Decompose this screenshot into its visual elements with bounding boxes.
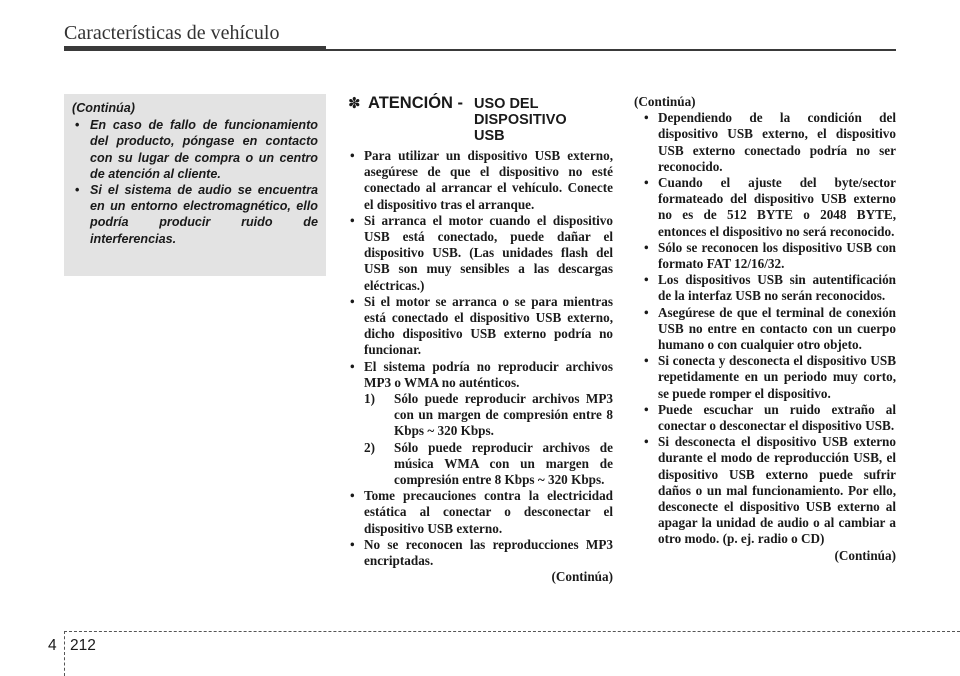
sub-item-text: Sólo puede reproducir archivos MP3 con un margen de compresión entre 8 Kbps ~ 320 Kbps. [394,391,613,439]
note-box-list [72,117,318,247]
usb-caution-list [340,148,613,569]
chapter-number: 4 [48,637,57,654]
list-item: • Dependiendo de la condición del dispositivo USB externo, el dispositivo USB externo conectado podría no ser reconocido. [634,110,896,175]
right-column [634,94,896,564]
list-item: • Tome precauciones contra la electricidad estática al conectar o desconectar el dispositivo USB externo. [340,488,613,537]
header-rule-thick [64,46,326,51]
list-item: • Si desconecta el dispositivo USB externo durante el modo de reproducción USB, el dispositivo USB externo puede sufrir daños o un mal funcionamiento. Por ello, desconecte el dispositivo USB externo al apagar la unidad de audio o al cambiar a otro modo. (p. ej. radio o CD) [634,434,896,547]
list-item: • Puede escuchar un ruido extraño al conectar o desconectar el dispositivo USB. [634,402,896,434]
list-item: • No se reconocen las reproducciones MP3 encriptadas. [340,537,613,569]
list-item: • Sólo se reconocen los dispositivo USB con formato FAT 12/16/32. [634,240,896,272]
page-header-title: Características de vehículo [64,22,280,44]
list-item: • Asegúrese de que el terminal de conexión USB no entre en contacto con un cuerpo humano o con cualquier otro objeto. [634,305,896,354]
list-item: • Para utilizar un dispositivo USB externo, asegúrese de que el dispositivo no esté conectado al arrancar el vehículo. Conecte el dispositivo tras el arranque. [340,148,613,213]
header-rule-thin [326,49,896,51]
sub-item-number: 1) [364,391,375,407]
continued-label-top: (Continúa) [634,94,696,109]
sub-list-item [364,440,613,489]
note-box-item: • En caso de fallo de funcionamiento del producto, póngase en contacto con su lugar de compra o un centro de atención al cliente. [72,117,318,182]
sub-list-item [364,391,613,440]
note-box-item: • Si el sistema de audio se encuentra en un entorno electromagnético, ello podría producir ruido de interferencias. [72,182,318,247]
list-item-text: El sistema podría no reproducir archivos MP3 o WMA no auténticos. [364,358,613,390]
sub-item-text: Sólo puede reproducir archivos de música WMA con un margen de compresión entre 8 Kbps ~ 320 Kbps. [394,439,613,488]
attention-title: USO DEL DISPOSITIVO USB [474,96,567,144]
continued-label-bottom: (Continúa) [834,547,896,563]
footer-rule [64,631,960,632]
list-item: • Si arranca el motor cuando el dispositivo USB está conectado, puede dañar el dispositivo USB. (Las unidades flash del USB son muy sensibles a las descargas eléctricas.) [340,213,613,294]
list-item: • Cuando el ajuste del byte/sector formateado del dispositivo USB externo no es de 512 BYTE o 2048 BYTE, entonces el dispositivo no será reconocido. [634,175,896,240]
attention-asterisk-icon: ✽ [348,94,361,112]
footer-divider [64,631,65,676]
attention-heading [340,94,613,146]
list-item [340,359,613,489]
usb-notes-list [634,110,896,547]
compression-sublist [364,391,613,488]
page-number: 212 [70,637,96,654]
list-item: • Los dispositivos USB sin autentificación de la interfaz USB no serán reconocidos. [634,272,896,304]
sub-item-number: 2) [364,439,375,455]
continued-label: (Continúa) [551,569,613,585]
list-item: • Si el motor se arranca o se para mientras está conectado el dispositivo USB externo, dicho dispositivo USB externo podría no funcionar. [340,294,613,359]
attention-label: ATENCIÓN - [368,94,464,112]
note-box-title: (Continúa) [72,101,135,115]
continued-note-box [64,94,326,276]
list-item: • Si conecta y desconecta el dispositivo USB repetidamente en un periodo muy corto, se puede romper el dispositivo. [634,353,896,402]
middle-column [340,94,613,585]
